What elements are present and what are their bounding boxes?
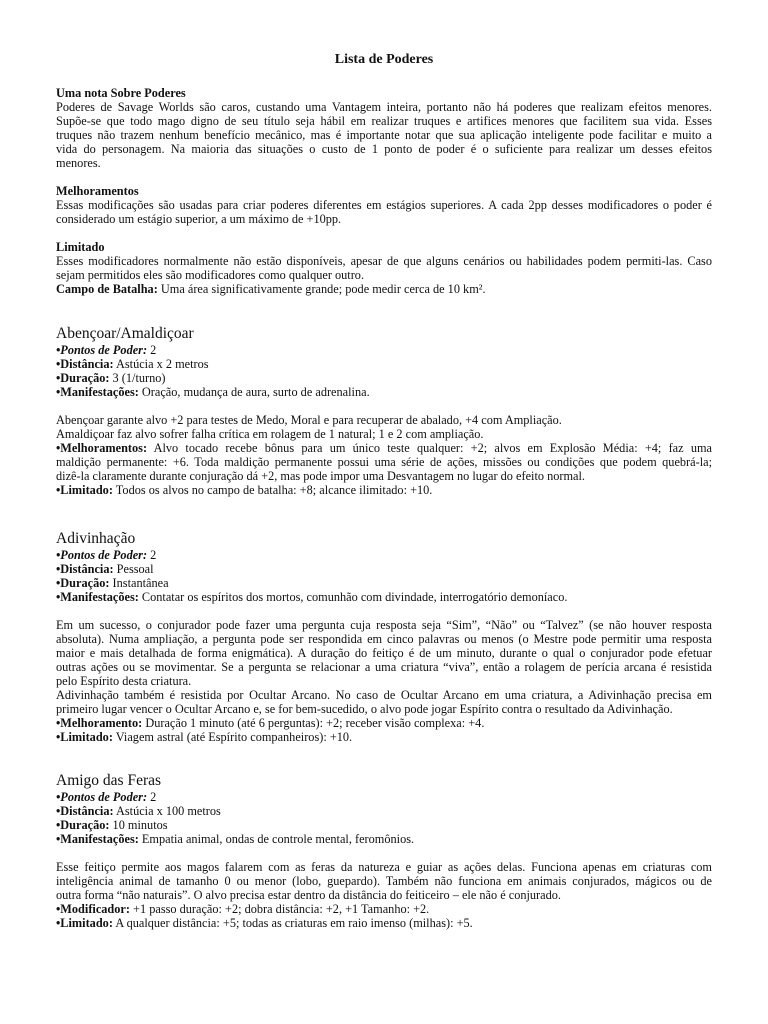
section-heading-melhoramentos: Melhoramentos — [56, 184, 139, 198]
section-heading-limitado: Limitado — [56, 240, 105, 254]
power-stat-distancia: •Distância: Astúcia x 100 metros — [56, 804, 221, 818]
paragraph-line: Amaldiçoar faz alvo sofrer falha crítica em rolagem de 1 natural; 1 e 2 com ampliação. — [56, 427, 484, 441]
power-stat-pontos: •Pontos de Poder: 2 — [56, 790, 157, 804]
paragraph-line: considerado um estágio superior, a um máximo de +10pp. — [56, 212, 342, 226]
limitado-line: •Limitado: Viagem astral (até Espírito companheiros): +10. — [56, 730, 353, 744]
paragraph-line: dizê-la claramente durante conjuração dá +2, mas pode impor uma Desvantagem no lugar do efeito normal. — [56, 469, 586, 483]
power-stat-manifestacoes: •Manifestações: Oração, mudança de aura, surto de adrenalina. — [56, 385, 370, 399]
paragraph-line: absoluta). Numa ampliação, a pergunta pode ser respondida em cinco palavras ou menos (o Mestre pode permitir uma resposta — [56, 632, 712, 646]
melhoramentos-line: •Melhoramentos: Alvo tocado recebe bônus para um único teste qualquer: +2; alvos em Explosão Média: +4; faz uma — [56, 441, 712, 455]
paragraph-line: truques não trazem nenhum benefício mecânico, mas é importante notar que sua aplicação inteligente pode facilitar e muito a — [56, 128, 712, 142]
campo-text: Uma área significativamente grande; pode medir cerca de 10 km². — [157, 282, 486, 296]
paragraph-line: Esses modificadores normalmente não estão disponíveis, apesar de que alguns cenários ou habilidades podem permiti-las. Caso — [56, 254, 712, 268]
paragraph-line: vida do personagem. Na maioria das situações o custo de 1 ponto de poder é o suficiente para realizar um desses efeitos — [56, 142, 712, 156]
paragraph-line: pelo Espírito desta criatura. — [56, 674, 192, 688]
paragraph-line: menores. — [56, 156, 101, 170]
power-stat-manifestacoes: •Manifestações: Contatar os espíritos dos mortos, comunhão com divindade, interrogatório demoníaco. — [56, 590, 568, 604]
melhoramento-line: •Melhoramento: Duração 1 minuto (até 6 perguntas): +2; receber visão complexa: +4. — [56, 716, 485, 730]
power-title: Abençoar/Amaldiçoar — [56, 325, 194, 342]
paragraph-line: sejam permitidos eles são modificadores como qualquer outro. — [56, 268, 365, 282]
limitado-line: •Limitado: Todos os alvos no campo de batalha: +8; alcance ilimitado: +10. — [56, 483, 433, 497]
power-stat-duracao: •Duração: 3 (1/turno) — [56, 371, 166, 385]
power-stat-manifestacoes: •Manifestações: Empatia animal, ondas de controle mental, feromônios. — [56, 832, 415, 846]
modificador-line: •Modificador: +1 passo duração: +2; dobra distância: +2, +1 Tamanho: +2. — [56, 902, 430, 916]
power-stat-duracao: •Duração: 10 minutos — [56, 818, 168, 832]
section-limitado — [56, 240, 712, 296]
power-stat-pontos: •Pontos de Poder: 2 — [56, 548, 157, 562]
power-title: Amigo das Feras — [56, 772, 162, 789]
power-stat-distancia: •Distância: Pessoal — [56, 562, 154, 576]
power-amigo-das-feras — [56, 772, 712, 930]
paragraph-line: Essas modificações são usadas para criar poderes diferentes em estágios superiores. A cada 2pp desses modificadores o poder é — [56, 198, 712, 212]
power-stat-distancia: •Distância: Astúcia x 2 metros — [56, 357, 209, 371]
paragraph-line: maldição permanente: +6. Toda maldição permanente possui uma série de ações, missões ou condições que podem quebrá-la; — [56, 455, 712, 469]
section-melhoramentos — [56, 184, 712, 226]
power-stat-duracao: •Duração: Instantânea — [56, 576, 169, 590]
power-title: Adivinhação — [56, 530, 136, 547]
paragraph-line: primeiro lugar vencer o Ocultar Arcano e, se for bem-sucedido, o alvo pode jogar Espírito contra o resultado da Adivinhação. — [56, 702, 673, 716]
paragraph-line: Poderes de Savage Worlds são caros, custando uma Vantagem inteira, portanto não há poderes que realizam efeitos menores. — [56, 100, 712, 114]
paragraph-line: Esse feitiço permite aos magos falarem com as feras da natureza e guiar as ações delas. Funciona apenas em criaturas com — [56, 860, 712, 874]
section-heading-nota: Uma nota Sobre Poderes — [56, 86, 186, 100]
power-stat-pontos: •Pontos de Poder: 2 — [56, 343, 157, 357]
campo-label: Campo de Batalha: — [56, 282, 158, 296]
paragraph-line: Supõe-se que todo mago digno de seu título seja hábil em realizar truques e artifices menores que facilitem sua vida. Esses — [56, 114, 712, 128]
campo-de-batalha-line — [56, 282, 712, 296]
limitado-line: •Limitado: A qualquer distância: +5; todas as criaturas em raio imenso (milhas): +5. — [56, 916, 473, 930]
paragraph-line: Abençoar garante alvo +2 para testes de Medo, Moral e para recuperar de abalado, +4 com Ampliação. — [56, 413, 562, 427]
paragraph-line: inteligência animal de tamanho 0 ou menor (lobo, guepardo). Também não funciona em animais conjurados, mágicos ou de — [56, 874, 712, 888]
section-nota — [56, 86, 712, 170]
power-abencoar — [56, 325, 712, 497]
paragraph-line: maior e mais detalhada de forma enigmática). A duração do feitiço é de um minuto, durante o qual o conjurador pode efetuar — [56, 646, 712, 660]
paragraph-line: Em um sucesso, o conjurador pode fazer uma pergunta cuja resposta seja “Sim”, “Não” ou “Talvez” (se não houver resposta — [56, 618, 712, 632]
paragraph-line: outras ações ou se movimentar. Se a pergunta se relacionar a uma criatura “viva”, então a rolagem de perícia arcana é resistida — [56, 660, 712, 674]
page-title: Lista de Poderes — [334, 52, 434, 67]
power-adivinhacao — [56, 530, 712, 744]
paragraph-line: Adivinhação também é resistida por Ocultar Arcano. No caso de Ocultar Arcano em uma criatura, a Adivinhação precisa em — [56, 688, 712, 702]
paragraph-line: outra forma “não naturais”. O alvo precisa estar dentro da distância do feiticeiro – ele não é conjurado. — [56, 888, 561, 902]
